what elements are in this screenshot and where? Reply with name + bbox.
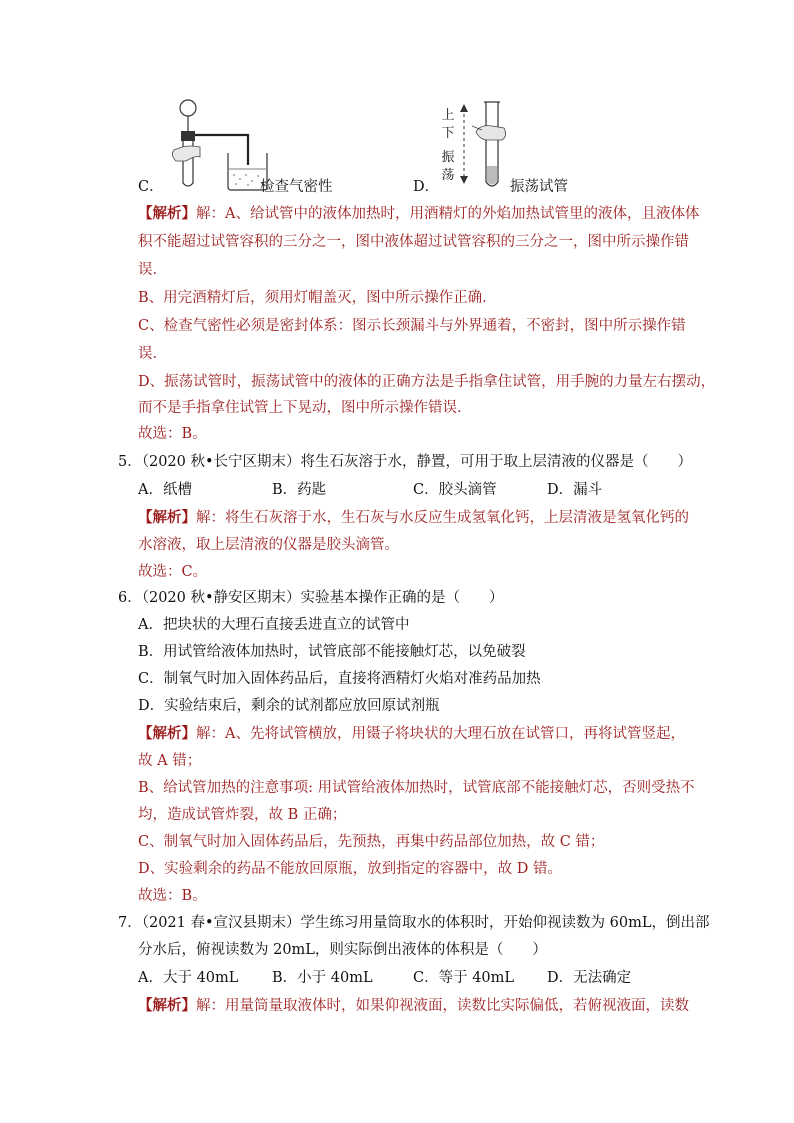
q6-analysis-line-5: C、制氧气时加入固体药品后，先预热，再集中药品部位加热，故 C 错； [138, 834, 605, 850]
analysis-tag: 【解析】 [138, 509, 196, 526]
airtightness-check-figure [160, 95, 270, 195]
q4-analysis-text: 解：A、给试管中的液体加热时，用酒精灯的外焰加热试管里的液体，且液体体 [196, 206, 700, 222]
shake-char-1: 上 [441, 108, 455, 123]
q7-stem-line-2: 分水后，俯视读数为 20mL，则实际倒出液体的体积是（ ） [138, 942, 547, 958]
shake-char-2: 下 [441, 126, 455, 141]
q6-option-c: C．制氧气时加入固体药品后，直接将酒精灯火焰对准药品加热 [138, 671, 541, 687]
analysis-tag: 【解析】 [138, 725, 196, 742]
q6-analysis-line-6: D、实验剩余的药品不能放回原瓶，放到指定的容器中，故 D 错。 [138, 861, 562, 877]
q7-option-c: C．等于 40mL [413, 970, 515, 986]
q6-option-a: A．把块状的大理石直接丢进直立的试管中 [138, 617, 410, 633]
q5-option-a: A．纸槽 [138, 482, 192, 498]
q5-stem: 5．（2020 秋•长宁区期末）将生石灰溶于水，静置，可用于取上层清液的仪器是（ ） [118, 454, 693, 470]
q7-analysis-line-1 [138, 996, 689, 1016]
shake-test-tube-drawing [458, 96, 518, 196]
analysis-tag: 【解析】 [138, 205, 196, 222]
q6-analysis-line-1 [138, 724, 685, 744]
q4-analysis-line-6: 误． [138, 346, 167, 362]
q5-analysis-text: 解：将生石灰溶于水，生石灰与水反应生成氢氧化钙，上层清液是氢氧化钙的 [196, 510, 689, 526]
figure-d-caption: 振荡试管 [510, 179, 568, 195]
q6-option-b: B．用试管给液体加热时，试管底部不能接触灯芯，以免破裂 [138, 644, 526, 660]
q6-analysis-line-2: 故 A 错； [138, 753, 202, 769]
q7-stem-line-1: 7．（2021 春•宣汉县期末）学生练习用量筒取水的体积时，开始仰视读数为 60mL，倒出部 [118, 915, 710, 931]
q5-option-b: B．药匙 [272, 482, 327, 498]
q7-option-a: A．大于 40mL [138, 970, 239, 986]
shake-char-3: 振 [441, 150, 455, 165]
q4-analysis-line-2: 积不能超过试管容积的三分之一，图中液体超过试管容积的三分之一，图中所示操作错 [138, 234, 689, 250]
figure-c-label: C． [138, 179, 164, 195]
q5-option-d: D．漏斗 [547, 482, 603, 498]
q7-option-b: B．小于 40mL [272, 970, 373, 986]
figure-c-caption: 检查气密性 [260, 179, 333, 195]
q4-analysis-line-7: D、振荡试管时，振荡试管中的液体的正确方法是手指拿住试管，用手腕的力量左右摆动， [138, 374, 716, 390]
q6-option-d: D．实验结束后，剩余的试剂都应放回原试剂瓶 [138, 698, 440, 714]
airtightness-apparatus-drawing [160, 95, 270, 195]
q6-analysis-text: 解：A、先将试管横放，用镊子将块状的大理石放在试管口，再将试管竖起， [196, 726, 685, 742]
q5-option-c: C．胶头滴管 [413, 482, 497, 498]
q4-analysis-line-8: 而不是手指拿住试管上下晃动，图中所示操作错误． [138, 400, 472, 416]
q6-analysis-line-3: B、给试管加热的注意事项: 用试管给液体加热时，试管底部不能接触灯芯，否则受热不 [138, 780, 695, 796]
q7-analysis-text: 解：用量筒量取液体时，如果仰视液面，读数比实际偏低，若俯视液面，读数 [196, 998, 689, 1014]
q4-analysis-line-4: B、用完酒精灯后，须用灯帽盖灭，图中所示操作正确． [138, 290, 497, 306]
q4-analysis-line-1 [138, 204, 699, 224]
q7-option-d: D．无法确定 [547, 970, 632, 986]
q5-analysis-line-1 [138, 508, 689, 528]
q6-stem: 6．（2020 秋•静安区期末）实验基本操作正确的是（ ） [118, 590, 504, 606]
q6-analysis-line-4: 均，造成试管炸裂，故 B 正确； [138, 807, 347, 823]
q4-answer: 故选：B。 [138, 426, 207, 442]
q4-analysis-line-5: C、检查气密性必须是密封体系：图示长颈漏斗与外界通着，不密封，图中所示操作错 [138, 318, 686, 334]
figure-d-label: D． [413, 179, 440, 195]
shake-test-tube-figure [458, 96, 518, 196]
q6-answer: 故选：B。 [138, 888, 207, 904]
q5-answer: 故选：C。 [138, 564, 208, 580]
analysis-tag: 【解析】 [138, 997, 196, 1014]
q5-analysis-line-2: 水溶液，取上层清液的仪器是胶头滴管。 [138, 537, 399, 553]
q4-analysis-line-3: 误． [138, 262, 167, 278]
shake-char-4: 荡 [441, 168, 455, 183]
